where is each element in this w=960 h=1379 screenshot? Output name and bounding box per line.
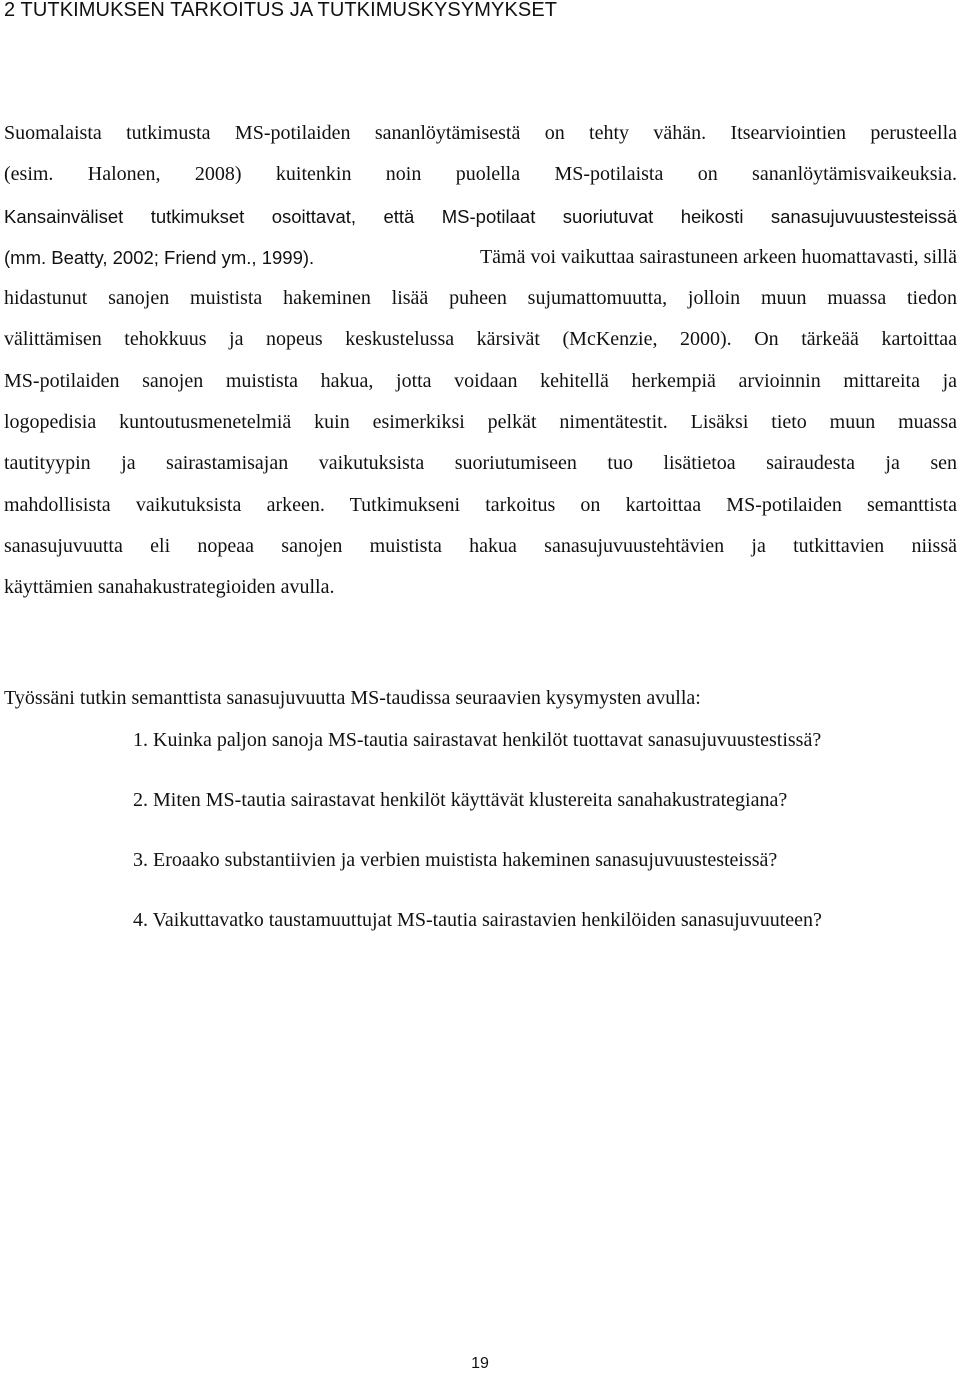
paragraph-line: Kansainväliset tutkimukset osoittavat, että MS-potilaat suoriutuvat heikosti sanasujuvuustesteissä	[4, 205, 957, 227]
paragraph-line: välittämisen tehokkuus ja nopeus keskustelussa kärsivät (McKenzie, 2000). On tärkeää kartoittaa	[4, 328, 957, 351]
paragraph-line: MS-potilaiden sanojen muistista hakua, jotta voidaan kehitellä herkempiä arvioinnin mittareita ja	[4, 369, 957, 392]
questions-intro: Työssäni tutkin semanttista sanasujuvuutta MS-taudissa seuraavien kysymysten avulla:	[4, 687, 701, 709]
paragraph-line-continuation: Tämä voi vaikuttaa sairastuneen arkeen huomattavasti, sillä	[479, 245, 957, 268]
research-question: 2. Miten MS-tautia sairastavat henkilöt käyttävät klustereita sanahakustrategiana?	[133, 789, 788, 811]
paragraph-line: hidastunut sanojen muistista hakeminen lisää puheen sujumattomuutta, jolloin muun muassa tiedon	[4, 287, 957, 310]
paragraph-line: logopedisia kuntoutusmenetelmiä kuin esimerkiksi pelkät nimentätestit. Lisäksi tieto muun muassa	[4, 411, 957, 434]
chapter-heading: 2 TUTKIMUKSEN TARKOITUS JA TUTKIMUSKYSYMYKSET	[4, 0, 558, 21]
paragraph-line: sanasujuvuutta eli nopeaa sanojen muistista hakua sanasujuvuustehtävien ja tutkittavien niissä	[4, 534, 957, 557]
paragraph-line-mixed	[4, 237, 957, 278]
paragraph-line: mahdollisista vaikutuksista arkeen. Tutkimukseni tarkoitus on kartoittaa MS-potilaiden semanttista	[4, 493, 957, 516]
citation-text: (mm. Beatty, 2002; Friend ym., 1999).	[4, 246, 315, 268]
paragraph-line: käyttämien sanahakustrategioiden avulla.	[4, 576, 335, 599]
research-question: 4. Vaikuttavatko taustamuuttujat MS-tautia sairastavien henkilöiden sanasujuvuuteen?	[133, 909, 822, 931]
page-number: 19	[471, 1355, 489, 1372]
paragraph-line: Suomalaista tutkimusta MS-potilaiden sananlöytämisestä on tehty vähän. Itsearviointien perusteella	[4, 122, 957, 144]
research-question: 3. Eroaako substantiivien ja verbien muistista hakeminen sanasujuvuustesteissä?	[133, 849, 778, 871]
paragraph-line: (esim. Halonen, 2008) kuitenkin noin puolella MS-potilaista on sananlöytämisvaikeuksia.	[4, 163, 957, 186]
paragraph-line: tautityypin ja sairastamisajan vaikutuksista suoriutumiseen tuo lisätietoa sairaudesta ja sen	[4, 452, 957, 475]
body-paragraph	[4, 113, 957, 609]
research-question: 1. Kuinka paljon sanoja MS-tautia sairastavat henkilöt tuottavat sanasujuvuustestissä?	[133, 729, 822, 751]
